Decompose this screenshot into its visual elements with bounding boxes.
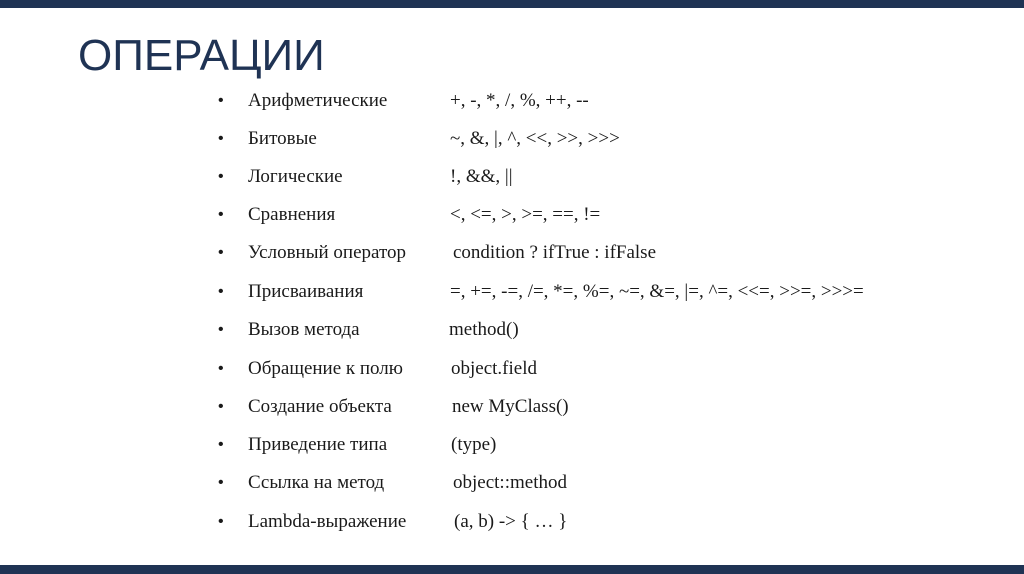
item-label: Ссылка на метод: [248, 472, 385, 493]
item-value: +, -, *, /, %, ++, --: [450, 90, 589, 111]
list-item-field-access: [0, 350, 1024, 388]
item-label: Сравнения: [248, 204, 336, 225]
item-value: !, &&, ||: [450, 166, 513, 187]
bullet-icon: •: [218, 398, 224, 415]
list-item-comparison: [0, 196, 1024, 234]
bottom-accent-bar: [0, 565, 1024, 574]
list-item-logical: [0, 158, 1024, 196]
item-label: Приведение типа: [248, 434, 388, 455]
item-value: condition ? ifTrue : ifFalse: [453, 242, 656, 263]
bullet-icon: •: [218, 513, 224, 530]
bullet-icon: •: [218, 360, 224, 377]
top-accent-bar: [0, 0, 1024, 8]
item-label: Условный оператор: [248, 242, 407, 263]
bullet-icon: •: [218, 206, 224, 223]
item-value: method(): [449, 319, 519, 340]
item-value: (a, b) -> { … }: [454, 511, 568, 532]
bullet-icon: •: [218, 474, 224, 491]
item-label: Обращение к полю: [248, 358, 403, 379]
item-label: Создание объекта: [248, 396, 392, 417]
bullet-icon: •: [218, 436, 224, 453]
item-label: Арифметические: [248, 90, 388, 111]
list-item-conditional: [0, 234, 1024, 272]
item-label: Lambda-выражение: [248, 511, 407, 532]
bullet-icon: •: [218, 168, 224, 185]
item-label: Вызов метода: [248, 319, 360, 340]
bullet-icon: •: [218, 244, 224, 261]
list-item-method-reference: [0, 464, 1024, 502]
item-value: object::method: [453, 472, 567, 493]
bullet-icon: •: [218, 92, 224, 109]
item-label: Логические: [248, 166, 343, 187]
list-item-object-creation: [0, 388, 1024, 426]
slide-title: ОПЕРАЦИИ: [78, 31, 325, 80]
list-item-method-call: [0, 311, 1024, 349]
list-item-arithmetic: [0, 82, 1024, 120]
item-value: <, <=, >, >=, ==, !=: [450, 204, 601, 225]
item-value: ~, &, |, ^, <<, >>, >>>: [450, 128, 620, 149]
item-value: object.field: [451, 358, 537, 379]
list-item-bitwise: [0, 120, 1024, 158]
bullet-icon: •: [218, 283, 224, 300]
list-item-lambda: [0, 503, 1024, 541]
item-value: =, +=, -=, /=, *=, %=, ~=, &=, |=, ^=, <<=, >>=, >>>=: [450, 281, 864, 302]
item-label: Битовые: [248, 128, 317, 149]
item-value: (type): [451, 434, 497, 455]
item-value: new MyClass(): [452, 396, 569, 417]
bullet-icon: •: [218, 130, 224, 147]
list-item-type-cast: [0, 426, 1024, 464]
bullet-icon: •: [218, 321, 224, 338]
list-item-assignment: [0, 273, 1024, 311]
item-label: Присваивания: [248, 281, 364, 302]
